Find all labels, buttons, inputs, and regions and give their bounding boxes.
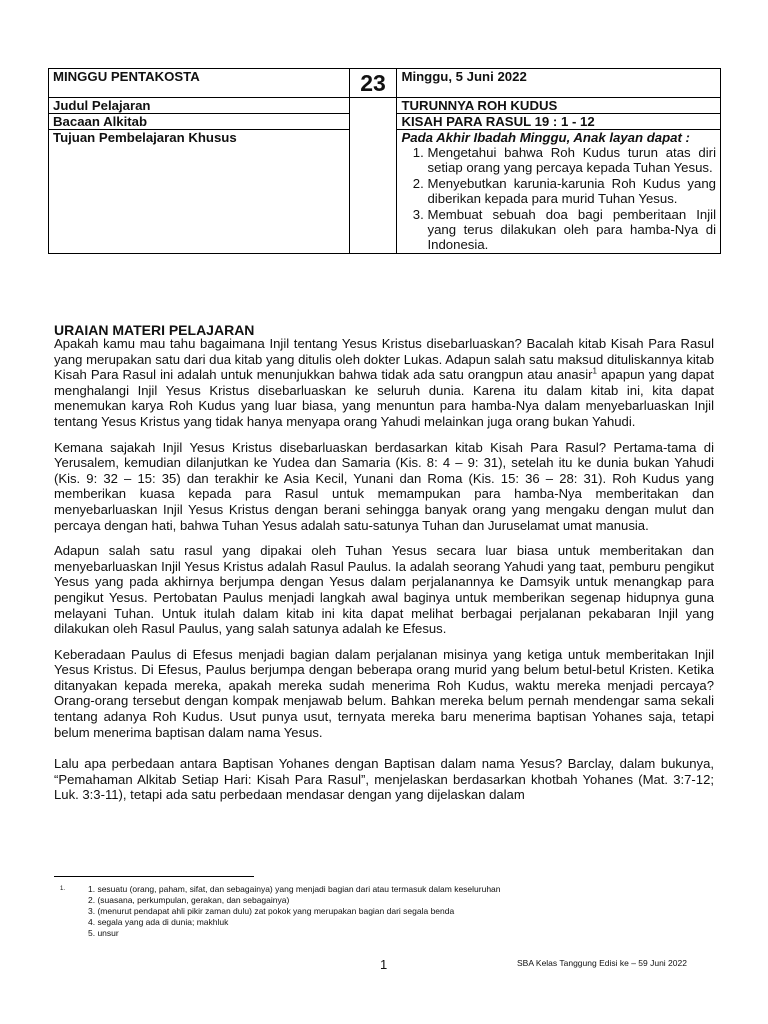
sunday-label: MINGGU PENTAKOSTA: [49, 69, 350, 98]
lesson-date: Minggu, 5 Juni 2022: [397, 69, 721, 98]
footnote-item: 4. segala yang ada di dunia; makhluk: [88, 917, 229, 927]
footnote-item: 1. sesuatu (orang, paham, sifat, dan sebagainya) yang menjadi bagian dari atau termasuk dalam keseluruhan: [88, 884, 501, 894]
number-column-blank: [349, 98, 397, 254]
objectives-intro: Pada Akhir Ibadah Minggu, Anak layan dapat :: [401, 130, 690, 145]
objectives-list: [401, 145, 716, 253]
paragraph-1-start: Apakah kamu mau tahu bagaimana Injil tentang Yesus Kristus disebarluaskan? Bacalah kitab Kisah Para Rasul yang merupakan satu dari dua kitab yang ditulis oleh dokter Lukas. Adapun salah satu maksud dituliskannya kitab Kisah Para Rasul ini adalah untuk menunjukkan bahwa tidak ada satu orangpun atau anasir: [54, 336, 714, 383]
page-number: 1: [380, 957, 388, 972]
footnote-item: 3. (menurut pendapat ahli pikir zaman dulu) zat pokok yang merupakan bagian dari segala benda: [88, 906, 455, 916]
paragraph-2: Kemana sajakah Injil Yesus Kristus disebarluaskan berdasarkan kitab Kisah Para Rasul? Pertama-tama di Yerusalem, kemudian dilanjutkan ke Yudea dan Samaria (Kis. 8: 4 – 9: 31), setelah itu ke dunia bukan Yahudi (Kis. 9: 32 – 15: 35) dan terakhir ke Asia Kecil, Yunani dan Roma (Kis. 15: 36 – 28: 31). Roh Kudus yang memberikan kuasa kepada para Rasul untuk memampukan para hamba-Nya memberitakan dan menyebarluaskan Injil Yesus Kristus dengan berani sehingga banyak orang yang mengaku dengan mulut dan percaya dengan hati, bahwa Tuhan Yesus adalah satu-satunya Tuhan dan Juruselamat umat manusia.: [54, 439, 714, 533]
edition-label: SBA Kelas Tanggung Edisi ke – 59 Juni 2022: [517, 958, 687, 968]
reading-label: Bacaan Alkitab: [49, 114, 350, 130]
footnote-item: 5. unsur: [88, 928, 119, 938]
footnote-marker: 1.: [60, 886, 66, 892]
lesson-header-table: [48, 68, 721, 254]
header-row-sunday: [49, 69, 721, 98]
bible-reading: KISAH PARA RASUL 19 : 1 - 12: [397, 114, 721, 130]
objectives-label: Tujuan Pembelajaran Khusus: [49, 130, 350, 254]
paragraph-1: [54, 336, 714, 430]
paragraph-4: Keberadaan Paulus di Efesus menjadi bagian dalam perjalanan misinya yang ketiga untuk memberitakan Injil Yesus Kristus. Di Efesus, Paulus berjumpa dengan beberapa orang murid yang belum betul-betul Kristen. Ketika ditanyakan kepada mereka, apakah mereka sudah menerima Roh Kudus, waktu mereka menjadi percaya? Orang-orang tersebut dengan kompak menjawab belum. Bahkan mereka belum pernah mendengar sama sekali tentang adanya Roh Kudus. Usut punya usut, ternyata mereka baru menerima baptisan Yohanes saja, tetapi belum menerima baptisan dalam nama Yesus.: [54, 646, 714, 740]
objective-item: 2. Menyebutkan karunia-karunia Roh Kudus yang diberikan kepada para murid Tuhan Yesus.: [427, 176, 716, 207]
objective-item: 1. Mengetahui bahwa Roh Kudus turun atas diri setiap orang yang percaya kepada Tuhan Yesus.: [427, 145, 716, 176]
footnote-separator: [54, 876, 254, 877]
paragraph-5: Lalu apa perbedaan antara Baptisan Yohanes dengan Baptisan dalam nama Yesus? Barclay, dalam bukunya, “Pemahaman Alkitab Setiap Hari: Kisah Para Rasul”, menjelaskan berdasarkan khotbah Yohanes (Mat. 3:7-12; Luk. 3:3-11), tetapi ada satu perbedaan mendasar dengan yang dijelaskan dalam: [54, 756, 714, 803]
objectives-cell: [397, 130, 721, 254]
lesson-title-label: Judul Pelajaran: [49, 98, 350, 114]
footnote-reference: 1: [592, 366, 597, 376]
objective-item: 3. Membuat sebuah doa bagi pemberitaan Injil yang terus dilakukan oleh para hamba-Nya di Indonesia.: [427, 207, 716, 253]
lesson-number: 23: [349, 69, 397, 98]
lesson-title: TURUNNYA ROH KUDUS: [397, 98, 721, 114]
footnote-item: 2. (suasana, perkumpulan, gerakan, dan sebagainya): [88, 895, 290, 905]
paragraph-1-end: apapun yang dapat menghalangi Injil Yesus Kristus disebarluaskan ke seluruh dunia. Karena itu dalam kitab ini, kita dapat menemukan karya Roh Kudus yang luar biasa, yang menuntun para hamba-Nya dalam menyebarluaskan Injil tentang Yesus Kristus yang tidak hanya menyapa orang Yahudi melainkan juga orang bukan Yahudi.: [54, 367, 714, 429]
lesson-content: [54, 336, 714, 813]
header-row-title: [49, 98, 721, 114]
paragraph-3: Adapun salah satu rasul yang dipakai oleh Tuhan Yesus secara luar biasa untuk memberitakan dan menyebarluaskan Injil Yesus Kristus adalah Rasul Paulus. Ia adalah seorang Yahudi yang taat, pemburu pengikut Yesus yang pada akhirnya berjumpa dengan Yesus dalam perjalanannya ke Damsyik untuk menangkap para pengikut Yesus. Pertobatan Paulus menjadi langkah awal baginya untuk memberikan segenap hidupnya guna melayani Tuhan. Untuk itulah dalam kitab ini kita dapat melihat berbagai perjalanan pekabaran Injil yang dilakukan oleh Rasul Paulus, yang salah satunya adalah ke Efesus.: [54, 543, 714, 637]
section-title: URAIAN MATERI PELAJARAN: [54, 322, 255, 338]
footnotes: [60, 884, 700, 939]
footnote-list: [88, 884, 700, 939]
